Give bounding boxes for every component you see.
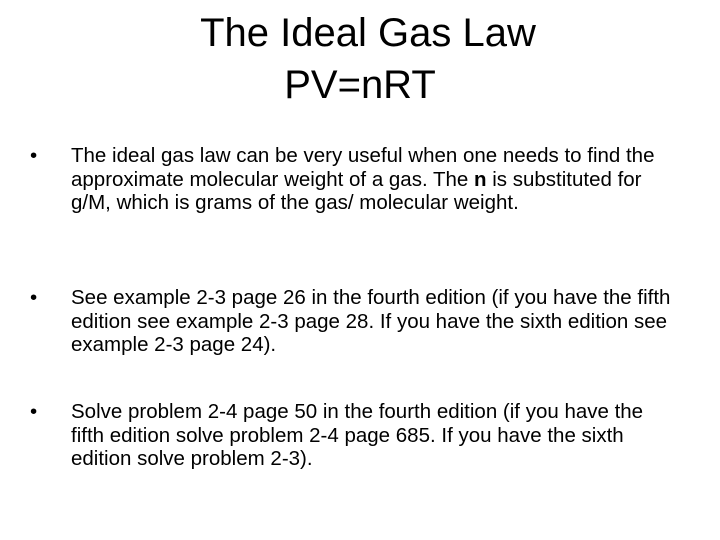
bullet-text-part: is substituted for g/M, which is grams of the gas/ molecular weight. [71,167,642,214]
bullet-text-part: The ideal gas law can be very useful when one needs to find the approximate molecular weight of a gas. The [71,144,655,191]
bold-n: n [474,167,487,191]
bullet-marker: • [30,144,38,167]
slide-subtitle-equation: PV=nRT [284,63,436,107]
bullet-marker: • [30,400,38,423]
bullet-marker: • [30,286,38,309]
bullet-text: See example 2-3 page 26 in the fourth edition (if you have the fifth edition see example 2-3 page 28. If you have the sixth edition see example 2-3 page 24). [71,286,671,356]
bullet-item-problem [30,400,680,471]
bullet-text [71,144,680,215]
bullet-text: Solve problem 2-4 page 50 in the fourth edition (if you have the fifth edition solve problem 2-4 page 685. If you have the sixth edition solve problem 2-3). [71,400,644,470]
slide-title: The Ideal Gas Law [200,11,536,55]
bullet-item-example [30,286,680,357]
bullet-item-ideal-gas [30,144,680,215]
